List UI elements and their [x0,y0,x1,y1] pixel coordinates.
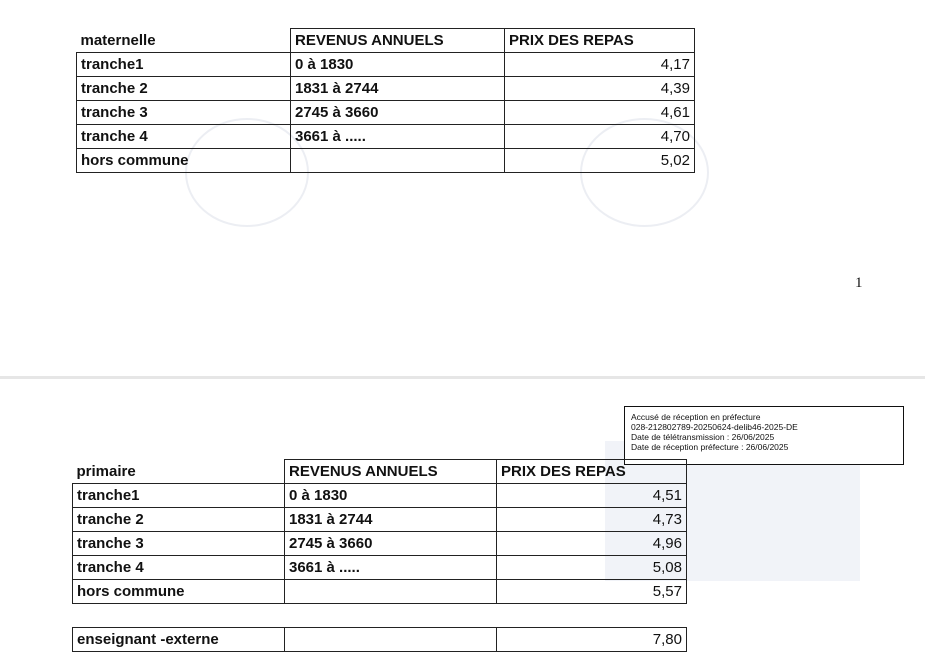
row-income: 2745 à 3660 [291,101,505,125]
row-income: 0 à 1830 [285,484,497,508]
primaire-rates-table [72,459,687,604]
row-label: tranche 4 [77,125,291,149]
document-page-2 [0,379,925,664]
row-label: tranche 3 [77,101,291,125]
receipt-line: Accusé de réception en préfecture [631,412,761,422]
column-header-income: REVENUS ANNUELS [291,29,505,53]
receipt-line: Date de télétransmission : 26/06/2025 [631,432,775,442]
row-income [285,628,497,652]
table-row [73,580,687,604]
table-row [77,77,695,101]
table-row [77,125,695,149]
row-label: enseignant -externe [73,628,285,652]
row-price: 4,39 [505,77,695,101]
table-title: maternelle [77,29,291,53]
receipt-line: Date de réception préfecture : 26/06/2025 [631,442,789,452]
row-income: 1831 à 2744 [285,508,497,532]
table-row [73,628,687,652]
table-row [77,101,695,125]
row-label: hors commune [77,149,291,173]
page-number: 1 [855,275,863,291]
row-income: 0 à 1830 [291,53,505,77]
table-row [77,53,695,77]
prefecture-receipt-box [624,406,904,465]
row-label: tranche 2 [77,77,291,101]
row-income [291,149,505,173]
row-label: tranche1 [73,484,285,508]
table-row [73,508,687,532]
row-price: 4,51 [497,484,687,508]
receipt-line: 028-212802789-20250624-delib46-2025-DE [631,422,798,432]
row-price: 4,70 [505,125,695,149]
row-price: 5,57 [497,580,687,604]
row-label: tranche1 [77,53,291,77]
row-price: 4,96 [497,532,687,556]
column-header-price: PRIX DES REPAS [497,460,687,484]
row-income [285,580,497,604]
column-header-income: REVENUS ANNUELS [285,460,497,484]
row-price: 5,02 [505,149,695,173]
row-price: 4,61 [505,101,695,125]
table-row [73,532,687,556]
row-income: 2745 à 3660 [285,532,497,556]
row-price: 4,17 [505,53,695,77]
row-price: 5,08 [497,556,687,580]
table-title: primaire [73,460,285,484]
row-price: 7,80 [497,628,687,652]
row-income: 3661 à ..... [285,556,497,580]
teacher-external-rates-table [72,627,687,652]
column-header-price: PRIX DES REPAS [505,29,695,53]
table-row [77,149,695,173]
table-row [73,484,687,508]
table-row [73,556,687,580]
row-label: tranche 3 [73,532,285,556]
maternelle-rates-table [76,28,695,173]
row-price: 4,73 [497,508,687,532]
row-income: 1831 à 2744 [291,77,505,101]
row-label: tranche 2 [73,508,285,532]
row-label: hors commune [73,580,285,604]
row-label: tranche 4 [73,556,285,580]
row-income: 3661 à ..... [291,125,505,149]
